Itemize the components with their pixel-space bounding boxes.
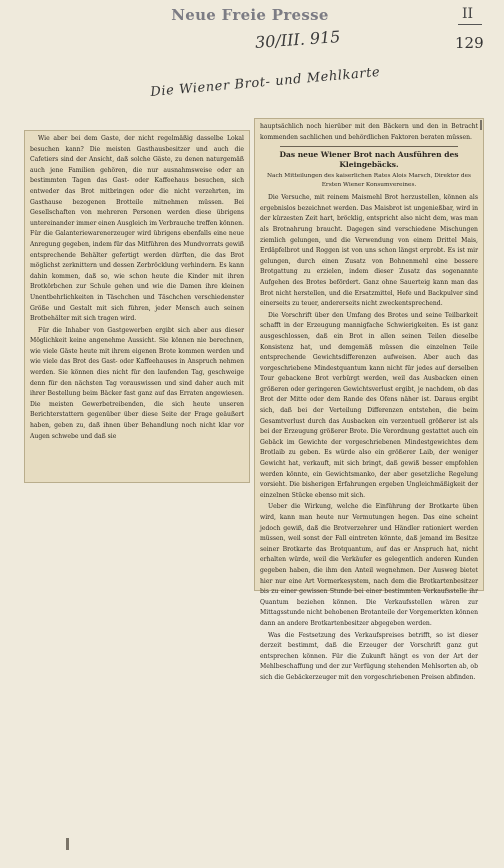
numeral-underline (458, 24, 482, 25)
handwritten-date: 30/III. 915 (254, 27, 341, 52)
continuation-paragraph: hauptsächlich noch hierüber mit den Bäckern und den in Betracht kommenden sachlichen und behördlichen Faktoren beraten müssen. (260, 123, 478, 141)
newspaper-masthead: Neue Freie Presse (171, 6, 329, 24)
volume-numeral: II (462, 6, 474, 22)
article-paragraph: Die Versuche, mit reinem Maismehl Brot herzustellen, können als ergebnislos bezeichnet werden. Das Maisbrot ist ungenießbar, wird in der kürzesten Zeit hart, bröcklig, entspricht also nicht dem, was man als Brotnahrung braucht. Dagegen sind verschiedene Mischungen ziemlich gelungen, und die Verwendung von einem Drittel Mais, Erdäpfelbrot und Roggen ist von uns schon längst erprobt. Es ist mir gelungen, durch einen Zusatz von Bohnenmehl eine bessere Brotgattung zu erzielen, indem dieser Zusatz das sogenannte Aufgehen des Brotes befördert. Ganz ohne Sauerteig kann man das Brot nicht herstellen, und die Ersatzmittel, Hefe und Backpulver sind einerseits zu teuer, andererseits nicht zweckentsprechend. (260, 194, 478, 308)
right-newspaper-clipping (254, 118, 484, 681)
article-paragraph: Wie aber bei dem Gaste, der nicht regelmäßig dasselbe Lokal besuchen kann? Die meisten Gasthausbesitzer und auch die Cafetiers sind der Ansicht, daß solche Gäste, zu denen naturgemäß auch jene Familien gehören, die nur ausnahmsweise oder an bestimmten Tagen das Gast- oder Kaffeehaus besuchen, sich entweder das Brot mitbringen oder die nicht verzehrten, im Gasthause bezogenen Brotteile mitnehmen müssen. Bei Gesellschaften von mehreren Personen werden diese übrigens untereinander immer einen Ausgleich im Verbrauche treffen können. Für die Galanteriewarenerzeuger wird übrigens ebenfalls eine neue Anregung gegeben, indem für das Mitführen des Mundvorrats gewiß entsprechende Behälter gefertigt werden dürften, die das Brot möglichst zerknittern und dessen Zerbröcklung verhindern. Es kann dahin kommen, daß so, wie schon heute die Kinder mit ihren Brotkörbchen zur Schule gehen und wie die Damen ihre kleinen Unentbehrlichkeiten in Täschchen und Täschchen verschiedenster Größe und Gestalt mit sich führen, jeder Mensch auch seinen Brotbehälter mit sich tragen wird. (30, 135, 244, 323)
article-paragraph: Die Vorschrift über den Umfang des Brotes und seine Teilbarkeit schafft in der Erzeugung mannigfache Schwierigkeiten. Es ist ganz ausgeschlossen, daß ein Brot in allen seinen Teilen dieselbe Konsistenz hat, und demgemäß müssen die einzelnen Teile entsprechende Gewichtsdifferenzen aufweisen. Aber auch das vorgeschriebene Mindestquantum kann nicht für jedes auf derselben Tour gebackene Brot verbürgt werden, weil das Ausbacken einen größeren oder geringeren Gewichtsverlust ergibt, je nachdem, ob das Brot der Mitte oder dem Rande des Ofens näher ist. Daraus ergibt sich, daß bei der Verteilung Differenzen entstehen, die beim Gesamtverlust durch das Ausbacken ein verzentuell größerer ist als bei der Erzeugung größerer Brote. Die Verordnung gestattet auch ein Gebäck im Gewichte der vorgeschriebenen Mindestgewichtes dem Brotlaib zu geben. Es würde also ein größerer Laib, der weniger Gewicht hat, verkauft, mit sich bringt, daß gewiß besser empfohlen werden könnte, ein Gewichtsmanko, der aber gesetzliche Regelung vorsieht. Die bisherigen Erfahrungen ergeben Ungleichmäßigkeit der einzelnen Stücke ebenso mit sich. (260, 311, 478, 499)
handwritten-title: Die Wiener Brot- und Mehlkarte (149, 64, 381, 101)
article-headline: Das neue Wiener Brot nach Ausführen des Kleingebäcks. (279, 150, 459, 170)
ink-mark (66, 838, 69, 850)
separator-rule (280, 146, 458, 147)
left-newspaper-clipping (24, 130, 250, 483)
article-paragraph: Für die Inhaber von Gastgewerben ergibt sich aber aus dieser Möglichkeit keine angenehme Aussicht. Sie können nie berechnen, wie viele Gäste heute mit ihrem eigenen Brote kommen werden und wie viele das Brot des Gast- oder Kaffeehauses in Anspruch nehmen werden. Sie können dies nicht für den laufenden Tag, geschweige denn für den nächsten Tag vorauswissen und sind daher auch mit ihrer Bestellung beim Bäcker fast ganz auf das Erraten angewiesen. Die meisten Gewerbetreibenden, die sich heute unseren Berichterstattern gegenüber über diese Seite der Frage geäußert haben, geben zu, daß ihnen über Behandlung noch nicht klar vor Augen schwebe und daß sie (30, 326, 244, 440)
article-subheadline: Nach Mitteilungen des kaiserlichen Rates Alois Marsch, Direktor des Ersten Wiener Konsumvereines. (266, 173, 472, 189)
ink-mark (480, 120, 482, 130)
article-paragraph: Ueber die Wirkung, welche die Einführung der Brotkarte üben wird, kann man heute nur Vermutungen hegen. Das eine scheint jedoch gewiß, daß die Brotverzehrer und Händler rationiert werden müssen, weil sonst der Fall eintreten könnte, daß jemand im Besitze seiner Brotkarte das Brotquantum, auf das er Anspruch hat, nicht erhalten würde, weil die Verkäufer es gelegentlich anderen Kunden gegeben haben, die ihm den Anteil wegnehmen. Der Ausweg bietet hier nur eine Art Vormerkesystem, nach dem die Brotkartenbesitzer bis zu einer gewissen Stunde bei einer bestimmten Verkaufsstelle ihr Quantum beziehen können. Die Verkaufsstellen wären zur Mittagsstunde nicht behobenen Brotanteile der Vorgemerkten können dann an andere Brotkartenbesitzer abgegeben werden. (260, 503, 478, 627)
page-number: 129 (455, 34, 484, 52)
article-paragraph: Was die Festsetzung des Verkaufspreises betrifft, so ist dieser derzeit bestimmt, daß die Erzeuger der Vorschrift ganz gut entsprechen können. Für die Zukunft hängt es von der Art der Mehlbeschaffung und der zur Verfügung stehenden Mehlsorten ab, ob sich die Gebäckerzeuger mit den vorgeschriebenen Preisen abfinden. (260, 631, 478, 681)
